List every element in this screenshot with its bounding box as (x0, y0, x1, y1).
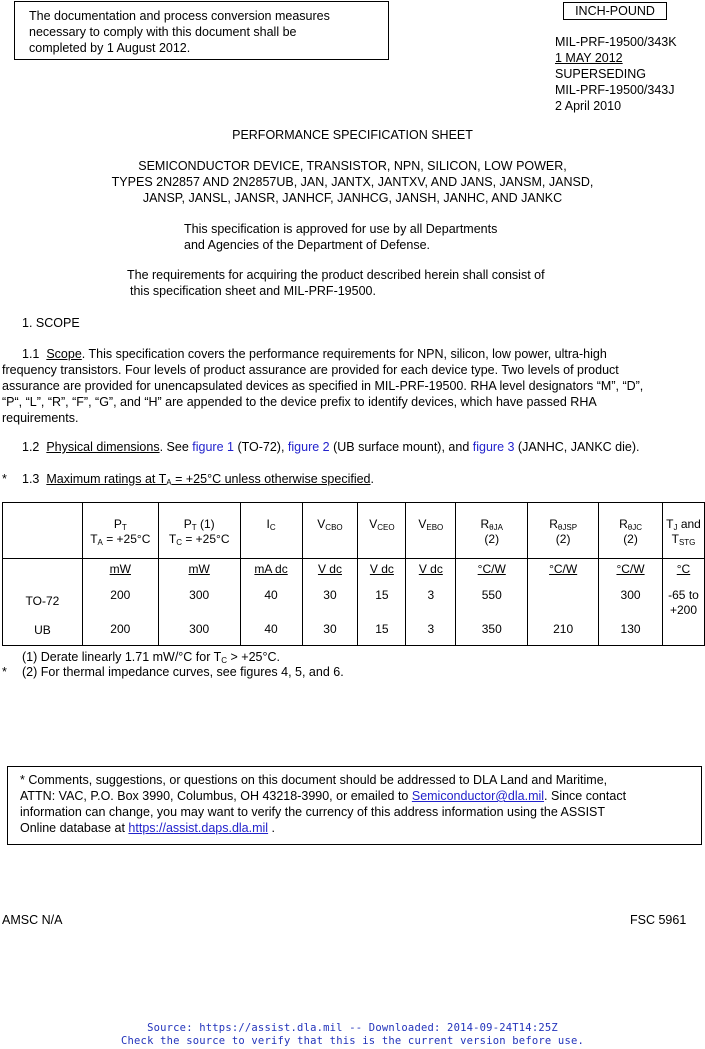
column-header: $P_T$ (1) (183, 517, 215, 532)
cell-value: 300 (189, 588, 210, 602)
cell-value: 550 (481, 588, 502, 602)
table-data-cell (406, 559, 456, 646)
column-header: $P_T$ (113, 517, 127, 532)
column-header: $R_{\theta JC}$ (619, 517, 642, 532)
table-data-cell (662, 559, 704, 646)
unit-label: mW (109, 562, 131, 576)
cell-value: 15 (375, 622, 389, 636)
fsc-label: FSC 5961 (630, 913, 687, 927)
table-header-cell (662, 503, 704, 559)
table-header-cell (406, 503, 456, 559)
comments-box: * Comments, suggestions, or questions on this document should be addressed to DLA Land and Maritime, ATTN: VAC, P.O. Box 3990, Columbus, OH 43218-3990, or emailed to Semiconductor@dla.mil. Since contact information can change, you may want to verify the currency of this address information using the ASSIST Online database at https://assist.daps.dla.mil . (7, 766, 702, 845)
table-header-row (3, 503, 705, 559)
device-title: SEMICONDUCTOR DEVICE, TRANSISTOR, NPN, SILICON, LOW POWER, TYPES 2N2857 AND 2N2857UB, JAN, JANTX, JANTXV, AND JANS, JANSM, JANSD, JANSP, JANSL, JANSR, JANHCF, JANHCG, JANSH, JANHC, AND JANKC (111, 159, 594, 205)
cell-value: 30 (323, 622, 337, 636)
table-data-cell (358, 559, 406, 646)
table-data-cell (82, 559, 158, 646)
row-label: TO-72 (25, 594, 60, 608)
cell-value: 3 (427, 588, 435, 602)
notice-box (14, 1, 389, 60)
cell-value: 15 (375, 588, 389, 602)
row-label: UB (34, 623, 51, 637)
cell-value: 40 (264, 588, 278, 602)
note-1: (1) Derate linearly 1.71 mW/°C for $T_C > +25^\circ C$. (22, 650, 281, 665)
cell-value: 200 (110, 622, 131, 636)
cell-value: 30 (323, 588, 337, 602)
column-header-condition: $T_A = +25^\circ C$ (90, 532, 151, 547)
section-1-3: 1.3 Maximum ratings at $T_A = +25^\circ C$ unless otherwise specified. (22, 472, 374, 487)
table-data-cell (599, 559, 663, 646)
cell-value: 40 (264, 622, 278, 636)
document-identification (555, 34, 677, 114)
table-data-cell (456, 559, 528, 646)
column-header-condition: $T_C = +25^\circ C$ (168, 532, 230, 547)
unit-label: °C/W (477, 562, 506, 576)
maximum-ratings-table (2, 502, 705, 646)
column-header-condition: (2) (484, 532, 500, 546)
unit-label: °C/W (616, 562, 645, 576)
table-header-cell (240, 503, 302, 559)
superseded-document: MIL-PRF-19500/343J (555, 83, 675, 97)
cell-value: -65 to +200 (668, 588, 699, 617)
email-link[interactable]: Semiconductor@dla.mil (411, 789, 545, 803)
table-header-cell (3, 503, 83, 559)
requirement-statement: The requirements for acquiring the product described herein shall consist of this specification sheet and MIL-PRF-19500. (127, 268, 545, 298)
section-1-2: 1.2 Physical dimensions. See figure 1 (TO-72), figure 2 (UB surface mount), and figure 3 (JANHC, JANKC die). (22, 440, 640, 454)
source-footer: Source: https://assist.dla.mil -- Downloaded: 2014-09-24T14:25Z Check the source to verify that this is the current version before use. (120, 1022, 585, 1047)
section-1-1: 1.1 Scope. This specification covers the performance requirements for NPN, silicon, low power, ultra-high frequency transistors. Four levels of product assurance are provided for each device type. Two levels of product assurance are provided for unencapsulated devices as specified in MIL-PRF-19500. RHA level designators “M”, “D”, “P“, “L”, “R”, “F”, “G”, and “H” are appended to the device prefix to identify devices, which have passed RHA requirements. (2, 347, 644, 425)
assist-url-link[interactable]: https://assist.daps.dla.mil (128, 821, 269, 835)
unit-label: mW (188, 562, 210, 576)
table-header-cell (302, 503, 358, 559)
amsc-label: AMSC N/A (2, 913, 63, 927)
note-2-marker: * (2, 665, 7, 679)
table-data-cell (158, 559, 240, 646)
inch-pound-label: INCH-POUND (563, 2, 667, 20)
table-header-cell (82, 503, 158, 559)
table-header-cell (456, 503, 528, 559)
cell-value: 130 (620, 622, 641, 636)
column-header: $V_{CEO}$ (369, 517, 395, 532)
approval-statement: This specification is approved for use by all Departments and Agencies of the Department of Defense. (184, 222, 498, 252)
table-body-row (3, 559, 705, 646)
table-data-cell (240, 559, 302, 646)
column-header: $I_C$ (266, 517, 276, 532)
document-date: 1 MAY 2012 (555, 51, 623, 65)
unit-label: V dc (317, 562, 342, 576)
unit-label: V dc (369, 562, 394, 576)
figure-1-link[interactable]: figure 1 (192, 440, 234, 454)
scope-heading: 1. SCOPE (22, 316, 80, 330)
cell-value: 300 (620, 588, 641, 602)
figure-2-link[interactable]: figure 2 (287, 440, 330, 454)
table-data-cell (302, 559, 358, 646)
column-header: $T_J$ and (666, 517, 701, 532)
sheet-title: PERFORMANCE SPECIFICATION SHEET (232, 128, 473, 142)
cell-value: 200 (110, 588, 131, 602)
table-header-cell (599, 503, 663, 559)
column-header: $R_{\theta JA}$ (480, 517, 503, 532)
unit-label: °C (676, 562, 691, 576)
column-header-condition: $T_{STG}$ (671, 532, 696, 547)
column-header: $V_{EBO}$ (418, 517, 444, 532)
table-data-cell (528, 559, 599, 646)
column-header-condition: (2) (555, 532, 571, 546)
cell-value: 300 (189, 622, 210, 636)
column-header-condition: (2) (623, 532, 638, 546)
unit-label: °C/W (549, 562, 578, 576)
cell-value: 350 (481, 622, 502, 636)
table-header-cell (358, 503, 406, 559)
superseding-label: SUPERSEDING (555, 67, 646, 81)
table-header-cell (528, 503, 599, 559)
column-header: $R_{\theta JSP}$ (549, 517, 578, 532)
unit-label: V dc (418, 562, 443, 576)
document-number: MIL-PRF-19500/343K (555, 35, 677, 49)
notice-line: necessary to comply with this document shall be (29, 25, 297, 39)
table-header-cell (158, 503, 240, 559)
cell-value: 210 (553, 622, 574, 636)
row-label-cell (3, 559, 83, 646)
cell-value: 3 (427, 622, 435, 636)
superseded-date: 2 April 2010 (555, 99, 622, 113)
section-1-3-marker: * (2, 472, 7, 486)
note-2: (2) For thermal impedance curves, see figures 4, 5, and 6. (22, 665, 344, 679)
cell-value (528, 588, 598, 622)
notice-line: completed by 1 August 2012. (29, 41, 191, 55)
notice-line: The documentation and process conversion measures (29, 9, 330, 23)
unit-label: mA dc (254, 562, 288, 576)
column-header: $V_{CBO}$ (317, 517, 343, 532)
figure-3-link[interactable]: figure 3 (472, 440, 515, 454)
